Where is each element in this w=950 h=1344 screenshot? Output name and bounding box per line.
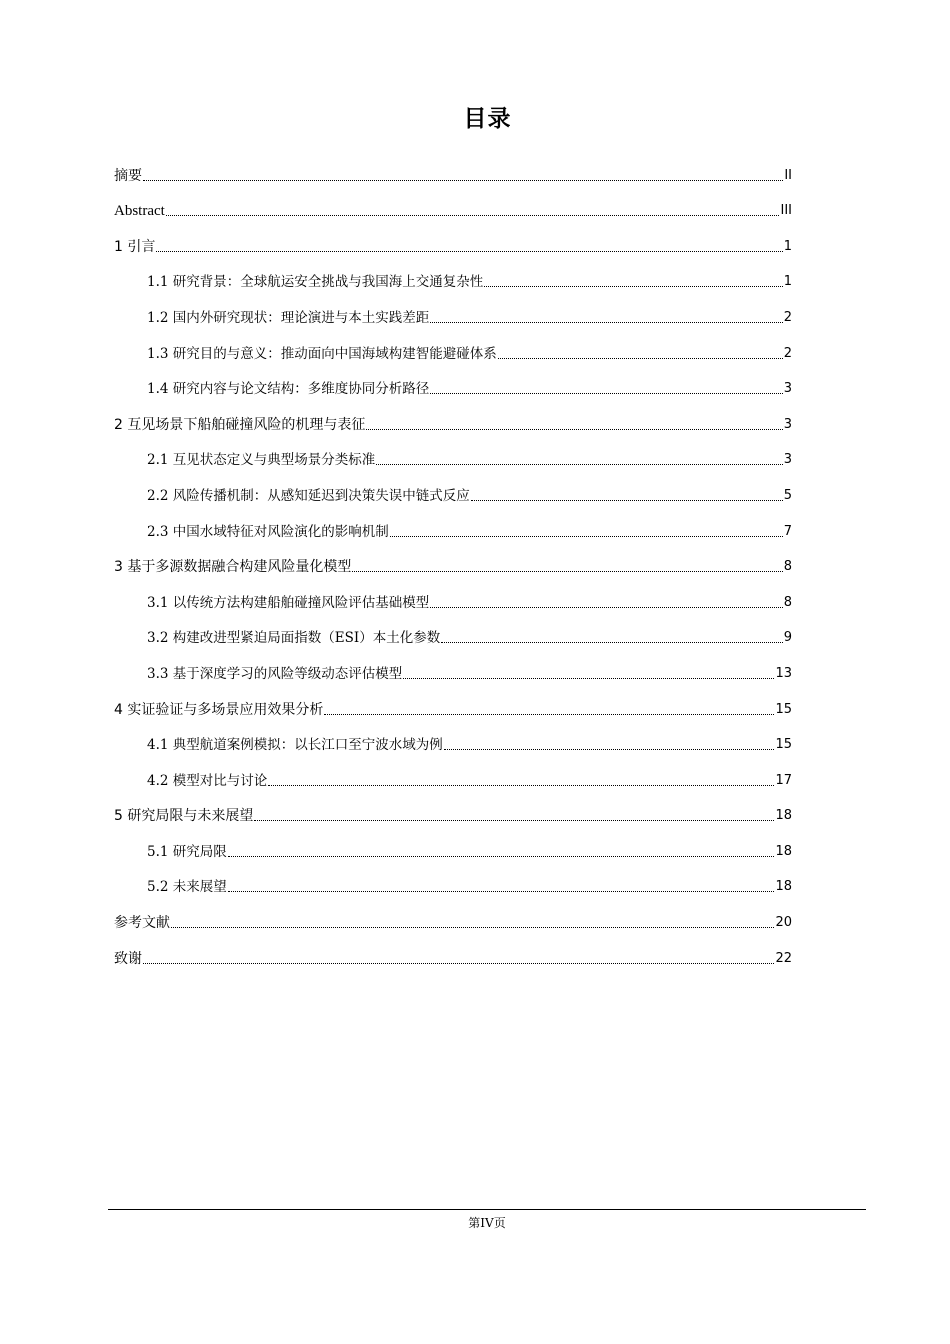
toc-dot-leader: [403, 678, 774, 679]
toc-dot-leader: [228, 891, 775, 892]
toc-entry[interactable]: [114, 400, 792, 436]
toc-entry-label: 1 引言: [114, 238, 156, 255]
toc-entry-label: Abstract: [114, 203, 165, 220]
toc-dot-leader: [143, 963, 774, 964]
toc-entry-label: 4.2 模型对比与讨论: [147, 772, 268, 789]
toc-dot-leader: [324, 714, 774, 715]
toc-entry-page: 13: [775, 665, 792, 681]
toc-dot-leader: [376, 464, 782, 465]
toc-entry-page: 3: [783, 452, 792, 468]
toc-dot-leader: [484, 286, 782, 287]
toc-entry[interactable]: [114, 756, 792, 792]
footer-divider: [108, 1209, 866, 1210]
toc-entry[interactable]: [114, 827, 792, 863]
toc-dot-leader: [498, 358, 783, 359]
toc-entry[interactable]: [114, 649, 792, 685]
toc-entry-label: 3.1 以传统方法构建船舶碰撞风险评估基础模型: [147, 594, 430, 611]
toc-entry-label: 3.3 基于深度学习的风险等级动态评估模型: [147, 665, 403, 682]
toc-entry-page: 8: [783, 594, 792, 610]
toc-entry-label: 5.2 未来展望: [147, 879, 227, 896]
toc-dot-leader: [444, 749, 775, 750]
toc-entry-label: 5 研究局限与未来展望: [114, 808, 254, 825]
toc-entry-page: 20: [775, 915, 792, 931]
toc-dot-leader: [171, 927, 774, 928]
toc-entry-page: 2: [783, 345, 792, 361]
toc-entry-page: 5: [783, 487, 792, 503]
toc-entry[interactable]: [114, 329, 792, 365]
toc-dot-leader: [352, 571, 782, 572]
toc-entry-label: 3 基于多源数据融合构建风险量化模型: [114, 559, 352, 576]
toc-entry-page: 15: [775, 701, 792, 717]
toc-entry[interactable]: [114, 187, 792, 223]
toc-entry-page: 18: [775, 843, 792, 859]
toc-entry-page: 1: [783, 238, 792, 254]
toc-entry-label: 参考文献: [114, 915, 170, 932]
toc-entry[interactable]: [114, 365, 792, 401]
toc-dot-leader: [430, 607, 782, 608]
toc-entry-page: 18: [775, 879, 792, 895]
toc-entry[interactable]: [114, 222, 792, 258]
toc-entry-page: 2: [783, 309, 792, 325]
toc-dot-leader: [166, 215, 780, 216]
toc-entry[interactable]: [114, 543, 792, 579]
toc-dot-leader: [430, 393, 782, 394]
toc-entry-label: 4.1 典型航道案例模拟：以长江口至宁波水域为例: [147, 737, 443, 754]
toc-entry[interactable]: [114, 863, 792, 899]
toc-entry-page: 15: [775, 737, 792, 753]
toc-entry[interactable]: [114, 614, 792, 650]
toc-entry-label: 3.2 构建改进型紧迫局面指数（ESI）本土化参数: [147, 630, 441, 647]
toc-entry-label: 摘要: [114, 167, 142, 184]
toc-entry-page: 7: [783, 523, 792, 539]
toc-dot-leader: [268, 785, 774, 786]
toc-dot-leader: [254, 820, 774, 821]
toc-entry[interactable]: [114, 578, 792, 614]
toc-entry-label: 2 互见场景下船舶碰撞风险的机理与表征: [114, 416, 366, 433]
toc-entry[interactable]: [114, 507, 792, 543]
toc-entry-page: 18: [775, 808, 792, 824]
toc-entry-label: 5.1 研究局限: [147, 843, 227, 860]
toc-entry-page: II: [784, 167, 792, 183]
toc-entry-label: 1.2 国内外研究现状：理论演进与本土实践差距: [147, 309, 430, 326]
toc-entry-page: 22: [775, 950, 792, 966]
toc-entry[interactable]: [114, 898, 792, 934]
toc-entry-label: 1.3 研究目的与意义：推动面向中国海域构建智能避碰体系: [147, 345, 497, 362]
toc-entry-label: 1.1 研究背景：全球航运安全挑战与我国海上交通复杂性: [147, 274, 484, 291]
toc-entry[interactable]: [114, 685, 792, 721]
toc-entry-label: 4 实证验证与多场景应用效果分析: [114, 701, 324, 718]
toc-dot-leader: [471, 500, 783, 501]
toc-entry[interactable]: [114, 258, 792, 294]
toc-entry[interactable]: [114, 471, 792, 507]
toc-entry-label: 致谢: [114, 950, 142, 967]
toc-dot-leader: [390, 536, 783, 537]
toc-dot-leader: [366, 429, 782, 430]
toc-entry-label: 2.2 风险传播机制：从感知延迟到决策失误中链式反应: [147, 487, 470, 504]
toc-entry-page: 17: [775, 772, 792, 788]
toc-dot-leader: [441, 642, 783, 643]
toc-entry-label: 1.4 研究内容与论文结构：多维度协同分析路径: [147, 381, 430, 398]
toc-dot-leader: [156, 251, 782, 252]
toc-entry[interactable]: [114, 151, 792, 187]
page-title: 目录: [463, 106, 512, 132]
toc-entry-page: 3: [783, 381, 792, 397]
toc-entry-page: 8: [783, 559, 792, 575]
footer-page-number: 第IV页: [468, 1216, 506, 1230]
toc-entry[interactable]: [114, 721, 792, 757]
toc-dot-leader: [228, 856, 775, 857]
toc-entry[interactable]: [114, 293, 792, 329]
toc-entry-page: III: [780, 203, 792, 219]
toc-entry-page: 3: [783, 416, 792, 432]
table-of-contents: [114, 151, 792, 970]
toc-entry[interactable]: [114, 792, 792, 828]
toc-entry-page: 1: [783, 274, 792, 290]
toc-dot-leader: [430, 322, 782, 323]
toc-entry[interactable]: [114, 934, 792, 970]
toc-entry[interactable]: [114, 436, 792, 472]
toc-entry-label: 2.1 互见状态定义与典型场景分类标准: [147, 452, 376, 469]
toc-entry-label: 2.3 中国水域特征对风险演化的影响机制: [147, 523, 389, 540]
toc-entry-page: 9: [783, 630, 792, 646]
toc-dot-leader: [143, 180, 783, 181]
